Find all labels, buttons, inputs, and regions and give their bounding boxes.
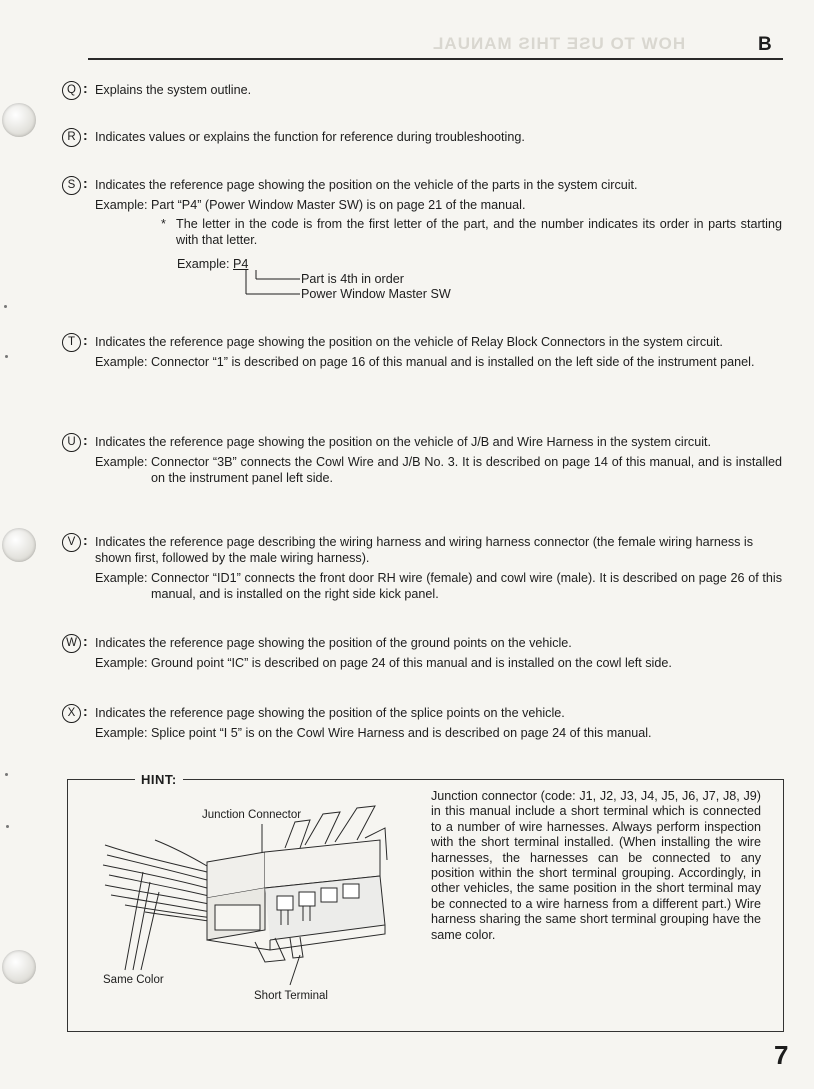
- code-label-order: Part is 4th in order: [301, 272, 404, 286]
- badge-colon: :: [83, 703, 88, 719]
- entry-description: Indicates the reference page showing the position on the vehicle of J/B and Wire Harness in the system circuit.: [95, 435, 712, 449]
- circled-letter-badge: R: [62, 128, 81, 147]
- example-text: Connector “1” is described on page 16 of this manual and is installed on the left side of the instrument panel.: [151, 355, 755, 369]
- example-label: Example:: [95, 656, 151, 670]
- code-leader-lines: [236, 268, 496, 308]
- badge-colon: :: [83, 127, 88, 143]
- hint-text: Junction connector (code: J1, J2, J3, J4, J5, J6, J7, J8, J9) in this manual include a short terminal which is connected to a number of wire harnesses. Always perform inspection with the short terminal installed. (When installing the wire harnesses, the harnesses can be connected to any position within the short terminal grouping. Accordingly, in other vehicles, the same position in the short terminal may be connected to a wire harness from a different part.) Wire harness sharing the same short terminal grouping have the same color.: [431, 789, 761, 942]
- circled-letter-badge: W: [62, 634, 81, 653]
- badge-colon: :: [83, 175, 88, 191]
- junction-connector-label: Junction Connector: [202, 809, 302, 821]
- entry-description: Indicates the reference page showing the position on the vehicle of the parts in the system circuit.: [95, 178, 638, 192]
- binder-hole-top: [2, 103, 36, 137]
- paper-speck: [5, 773, 8, 776]
- page-number: 7: [774, 1040, 789, 1070]
- example-label: Example:: [95, 726, 151, 740]
- badge-colon: :: [83, 432, 88, 448]
- example-text: Connector “ID1” connects the front door RH wire (female) and cowl wire (male). It is described on page 26 of this manual, and is installed on the right side kick panel.: [151, 571, 782, 601]
- circled-letter-badge: U: [62, 433, 81, 452]
- entry-description: Explains the system outline.: [95, 83, 252, 97]
- binder-hole-middle: [2, 528, 36, 562]
- entry-description: Indicates the reference page showing the position on the vehicle of Relay Block Connectors in the system circuit.: [95, 335, 723, 349]
- example-label: Example:: [95, 571, 151, 585]
- entry-x: [62, 705, 782, 741]
- circled-letter-badge: V: [62, 533, 81, 552]
- entry-t: [62, 334, 782, 370]
- badge-colon: :: [83, 332, 88, 348]
- entry-description: Indicates the reference page showing the position of the ground points on the vehicle.: [95, 636, 572, 650]
- same-color-label: Same Color: [103, 974, 164, 986]
- note-asterisk: *: [161, 217, 166, 231]
- note-text: The letter in the code is from the first letter of the part, and the number indicates its order in parts starting with that letter.: [176, 217, 782, 247]
- short-terminal-label: Short Terminal: [254, 990, 328, 1002]
- example-text: Part “P4” (Power Window Master SW) is on page 21 of the manual.: [151, 198, 526, 212]
- section-letter: B: [758, 34, 772, 55]
- code-example-label: Example:: [177, 257, 230, 271]
- entry-w: [62, 635, 782, 671]
- paper-speck: [6, 825, 9, 828]
- entry-q: [62, 82, 782, 98]
- example-text: Ground point “IC” is described on page 24 of this manual and is installed on the cowl left side.: [151, 656, 672, 670]
- code-label-part: Power Window Master SW: [301, 287, 451, 301]
- circled-letter-badge: T: [62, 333, 81, 352]
- badge-colon: :: [83, 532, 88, 548]
- entry-s: [62, 177, 782, 248]
- header-rule: [88, 58, 783, 60]
- example-label: Example:: [95, 355, 151, 369]
- binder-hole-bottom: [2, 950, 36, 984]
- hint-label: HINT:: [135, 772, 183, 787]
- paper-speck: [4, 305, 7, 308]
- example-text: Splice point “I 5” is on the Cowl Wire Harness and is described on page 24 of this manual.: [151, 726, 652, 740]
- badge-colon: :: [83, 80, 88, 96]
- entry-u: [62, 434, 782, 486]
- example-label: Example:: [95, 198, 151, 212]
- bleed-through-header: HOW TO USE THIS MANUAL: [432, 34, 686, 53]
- example-text: Connector “3B” connects the Cowl Wire and J/B No. 3. It is described on page 14 of this manual, and is installed on the instrument panel left side.: [151, 455, 782, 485]
- example-label: Example:: [95, 455, 151, 469]
- circled-letter-badge: X: [62, 704, 81, 723]
- code-example-code: P4: [233, 257, 249, 271]
- entry-r: [62, 129, 782, 145]
- entry-description: Indicates the reference page describing the wiring harness and wiring harness connector (the female wiring harness is shown first, followed by the male wiring harness).: [95, 535, 754, 565]
- entry-v: [62, 534, 782, 602]
- badge-colon: :: [83, 633, 88, 649]
- circled-letter-badge: S: [62, 176, 81, 195]
- paper-speck: [5, 355, 8, 358]
- circled-letter-badge: Q: [62, 81, 81, 100]
- entry-description: Indicates values or explains the function for reference during troubleshooting.: [95, 130, 525, 144]
- entry-description: Indicates the reference page showing the position of the splice points on the vehicle.: [95, 706, 565, 720]
